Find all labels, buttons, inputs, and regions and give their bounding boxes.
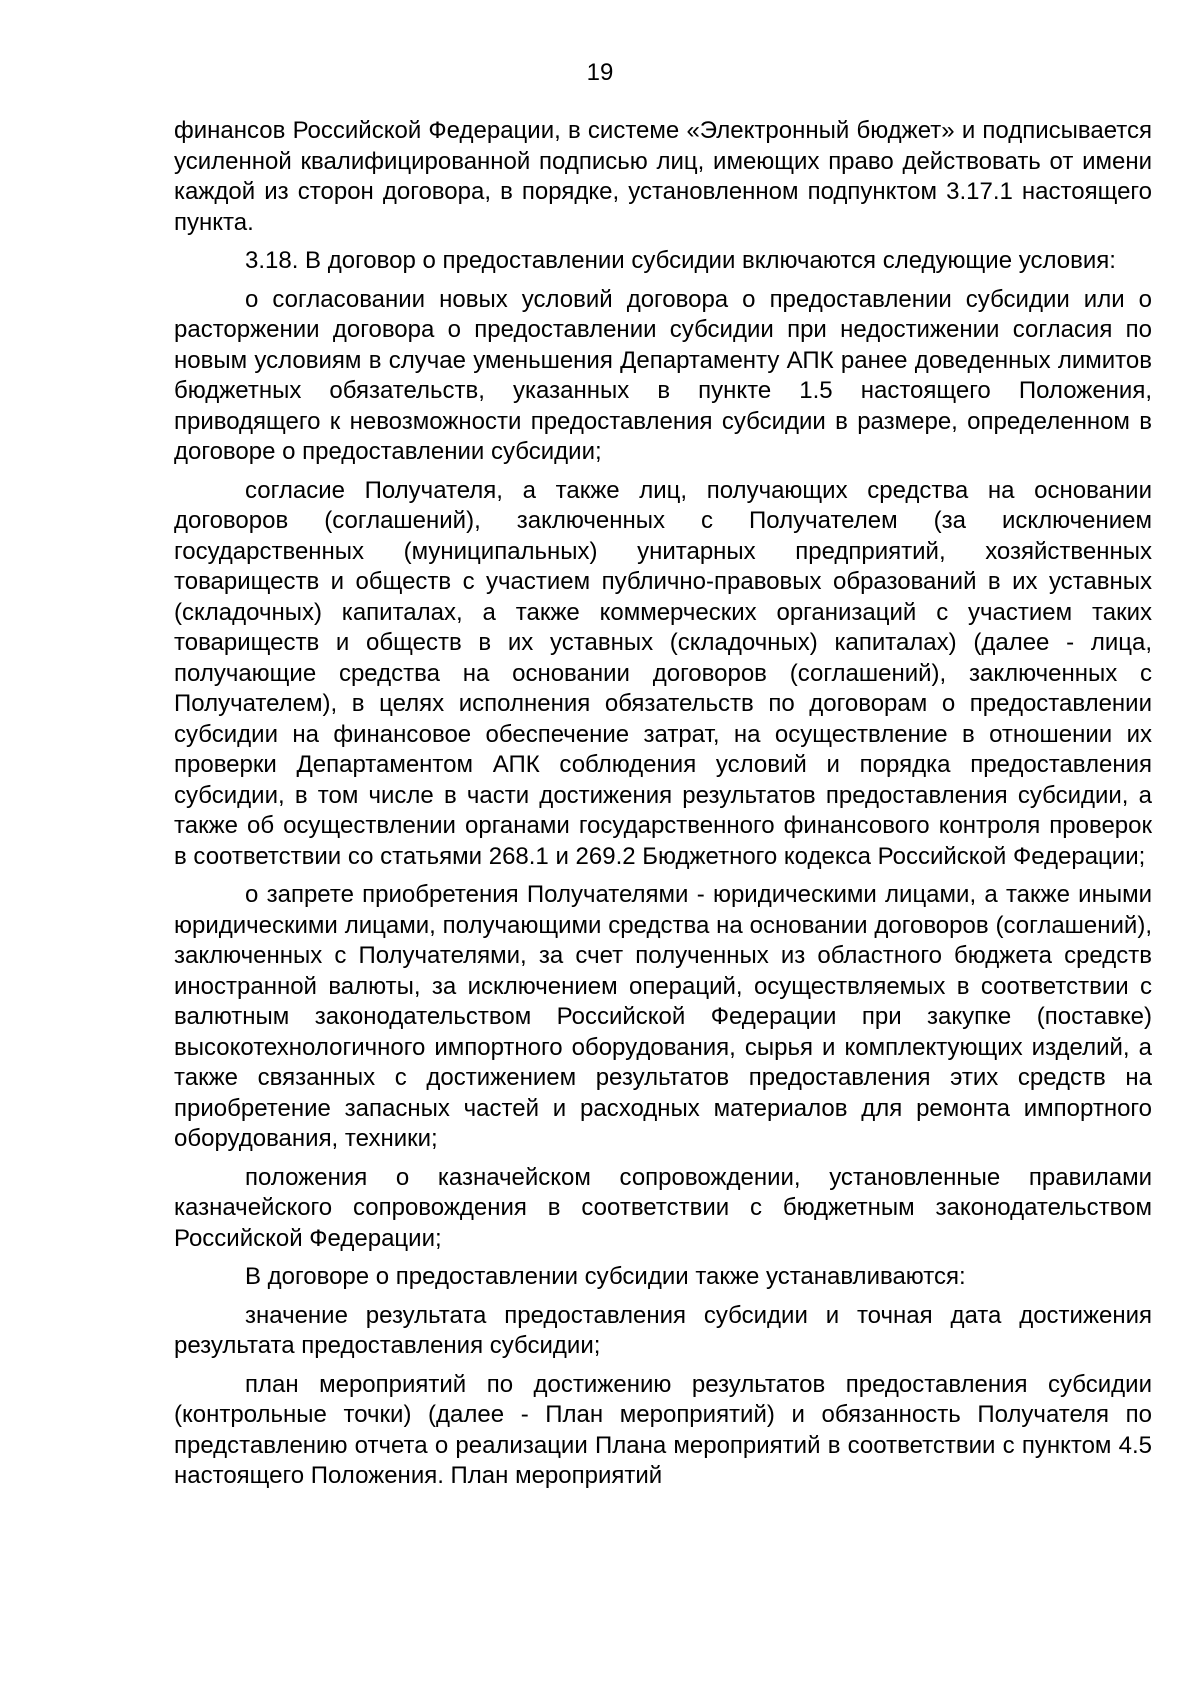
paragraph-recipient-consent: согласие Получателя, а также лиц, получающих средства на основании договоров (соглашений), заключенных с Получателем (за исключением государственных (муниципальных) унитарных предприятий, хозяйственных товариществ и обществ с участием публично-правовых образований в их уставных (складочных) капиталах, а также коммерческих организаций с участием таких товариществ и обществ в их уставных (складочных) капиталах) (далее - лица, получающие средства на основании договоров (соглашений), заключенных с Получателем), в целях исполнения обязательств по договорам о предоставлении субсидии на финансовое обеспечение затрат, на осуществление в отношении их проверки Департаментом АПК соблюдения условий и порядка предоставления субсидии, в том числе в части достижения результатов предоставления субсидии, а также об осуществлении органами государственного финансового контроля проверок в соответствии со статьями 268.1 и 269.2 Бюджетного кодекса Российской Федерации; — [174, 476, 1152, 870]
paragraph-clause-3-18: 3.18. В договор о предоставлении субсидии включаются следующие условия: — [245, 247, 1116, 274]
paragraph-continuation: финансов Российской Федерации, в системе «Электронный бюджет» и подписывается усиленной квалифицированной подписью лиц, имеющих право действовать от имени каждой из сторон договора, в порядке, установленном подпунктом 3.17.1 настоящего пункта. — [174, 117, 1152, 236]
paragraph-treasury-support: положения о казначейском сопровождении, установленные правилами казначейского сопровождения в соответствии с бюджетным законодательством Российской Федерации; — [174, 1163, 1152, 1252]
document-body — [174, 116, 1152, 1500]
paragraph-action-plan: план мероприятий по достижению результатов предоставления субсидии (контрольные точки) (далее - План мероприятий) и обязанность Получателя по представлению отчета о реализации Плана мероприятий в соответствии с пунктом 4.5 настоящего Положения. План мероприятий — [174, 1370, 1152, 1489]
paragraph-also-established: В договоре о предоставлении субсидии также устанавливаются: — [245, 1263, 966, 1290]
paragraph-currency-ban: о запрете приобретения Получателями - юридическими лицами, а также иными юридическими лицами, получающими средства на основании договоров (соглашений), заключенных с Получателями, за счет полученных из областного бюджета средств иностранной валюты, за исключением операций, осуществляемых в соответствии с валютным законодательством Российской Федерации при закупке (поставке) высокотехнологичного импортного оборудования, сырья и комплектующих изделий, а также связанных с достижением результатов предоставления этих средств на приобретение запасных частей и расходных материалов для ремонта импортного оборудования, техники; — [174, 881, 1152, 1152]
page-number: 19 — [586, 59, 614, 86]
paragraph-result-value: значение результата предоставления субсидии и точная дата достижения результата предоставления субсидии; — [174, 1301, 1152, 1359]
paragraph-new-conditions: о согласовании новых условий договора о предоставлении субсидии или о расторжении договора о предоставлении субсидии при недостижении согласия по новым условиям в случае уменьшения Департаменту АПК ранее доведенных лимитов бюджетных обязательств, указанных в пункте 1.5 настоящего Положения, приводящего к невозможности предоставления субсидии в размере, определенном в договоре о предоставлении субсидии; — [174, 285, 1152, 465]
